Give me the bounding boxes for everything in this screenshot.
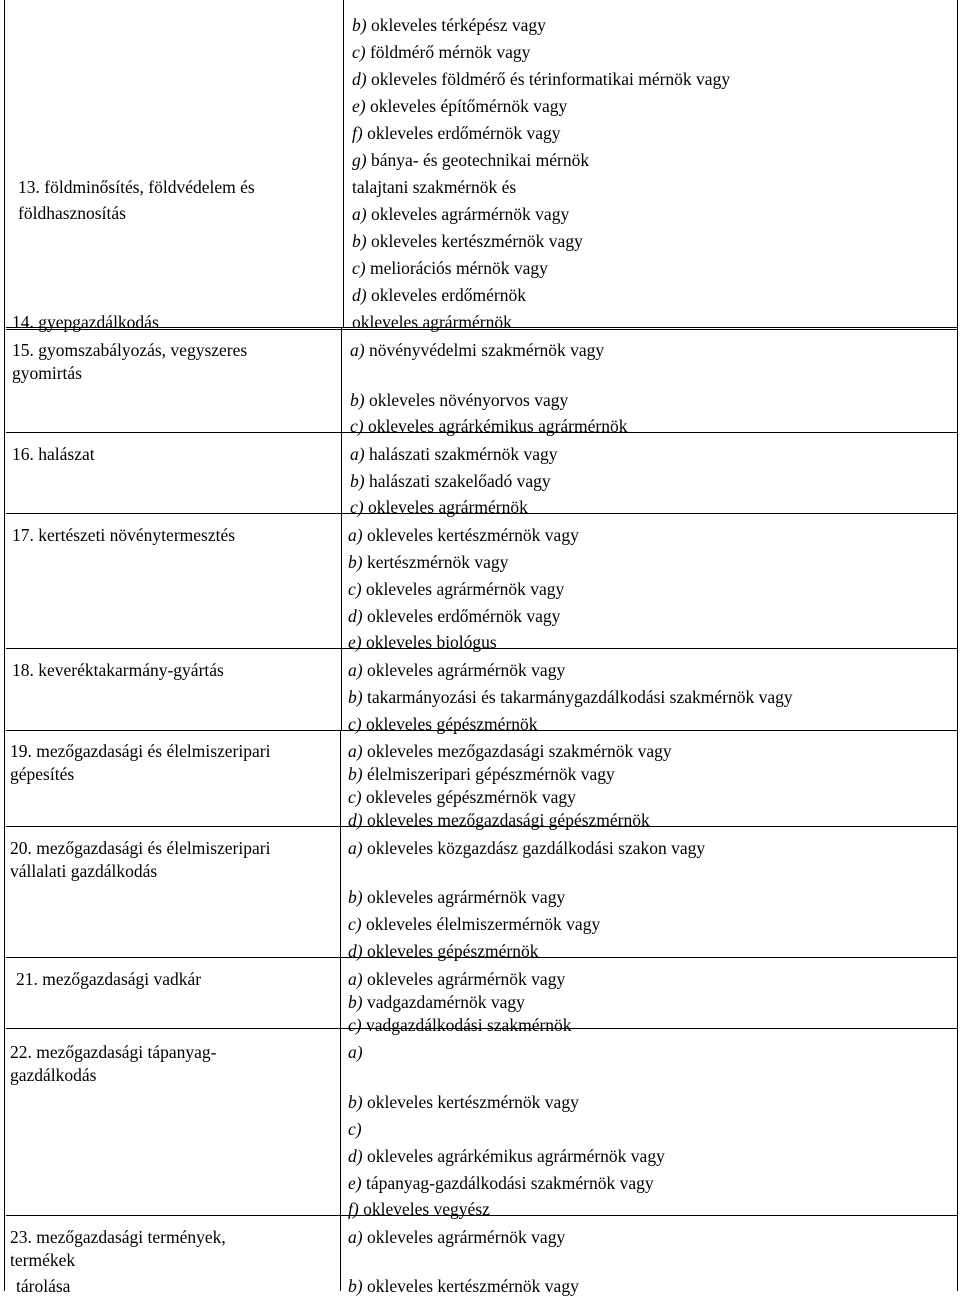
qualification-item bbox=[348, 632, 497, 652]
qualification-item bbox=[348, 887, 565, 907]
item-marker: b) bbox=[348, 687, 363, 707]
item-marker: d) bbox=[352, 69, 367, 89]
item-text: okleveles erdőmérnök vagy bbox=[367, 123, 561, 143]
item-text: okleveles növényorvos vagy bbox=[368, 390, 569, 410]
item-text: okleveles térképész vagy bbox=[370, 15, 546, 35]
qualification-item bbox=[348, 687, 793, 707]
item-text: élelmiszeripari gépészmérnök vagy bbox=[366, 764, 615, 784]
item-text: vadgazdamérnök vagy bbox=[366, 992, 525, 1012]
column-divider bbox=[343, 0, 344, 327]
qualification-item bbox=[352, 42, 530, 62]
item-marker: b) bbox=[352, 15, 367, 35]
item-marker: e) bbox=[352, 96, 366, 116]
row-topic-label: gépesítés bbox=[10, 764, 75, 784]
qualification-item bbox=[348, 1173, 654, 1193]
row-topic-label: 20. mezőgazdasági és élelmiszeripari bbox=[10, 838, 271, 858]
item-text: okleveles gépészmérnök vagy bbox=[365, 787, 576, 807]
qualification-item bbox=[348, 810, 650, 830]
item-marker: a) bbox=[350, 340, 365, 360]
row-topic-label: 22. mezőgazdasági tápanyag- bbox=[10, 1042, 217, 1062]
item-text: okleveles kertészmérnök vagy bbox=[366, 525, 579, 545]
item-text: okleveles vegyész bbox=[363, 1199, 490, 1219]
column-divider bbox=[341, 328, 342, 731]
item-marker: c) bbox=[348, 579, 362, 599]
qualification-item bbox=[348, 1015, 572, 1035]
row-topic-label: 17. kertészeti növénytermesztés bbox=[12, 525, 236, 545]
item-marker: a) bbox=[348, 660, 363, 680]
item-text: okleveles erdőmérnök vagy bbox=[366, 606, 561, 626]
item-marker: b) bbox=[348, 992, 363, 1012]
qualification-item bbox=[348, 1092, 579, 1112]
qualification-item bbox=[348, 838, 705, 858]
qualification-item bbox=[348, 1146, 665, 1166]
item-marker: b) bbox=[350, 390, 365, 410]
qualification-item bbox=[352, 285, 526, 305]
row-topic-label: 16. halászat bbox=[12, 444, 95, 464]
item-marker: b) bbox=[352, 231, 367, 251]
item-text: földmérő mérnök vagy bbox=[369, 42, 531, 62]
item-text: okleveles építőmérnök vagy bbox=[369, 96, 568, 116]
item-text: okleveles biológus bbox=[365, 632, 497, 652]
item-text: okleveles kertészmérnök vagy bbox=[366, 1092, 579, 1112]
item-marker: c) bbox=[348, 1119, 362, 1139]
item-marker: c) bbox=[352, 258, 366, 278]
item-text: okleveles kertészmérnök vagy bbox=[370, 231, 583, 251]
qualification-item bbox=[348, 787, 576, 807]
item-marker: b) bbox=[348, 764, 363, 784]
row-topic-label: 19. mezőgazdasági és élelmiszeripari bbox=[10, 741, 271, 761]
qualification-item bbox=[352, 69, 730, 89]
row-topic-label: 21. mezőgazdasági vadkár bbox=[16, 969, 202, 989]
item-text: vadgazdálkodási szakmérnök bbox=[365, 1015, 572, 1035]
qualification-item bbox=[352, 15, 546, 35]
row-topic-label: gyomirtás bbox=[12, 363, 82, 383]
item-marker: e) bbox=[348, 632, 362, 652]
qualification-item bbox=[352, 123, 560, 143]
item-marker: e) bbox=[348, 1173, 362, 1193]
row-topic-label: földhasznosítás bbox=[18, 203, 126, 223]
qualification-item bbox=[348, 941, 538, 961]
qualification-item bbox=[348, 741, 672, 761]
item-text: halászati szakmérnök vagy bbox=[368, 444, 558, 464]
qualification-item bbox=[352, 204, 569, 224]
item-text: okleveles gépészmérnök bbox=[365, 714, 538, 734]
item-text: tápanyag-gazdálkodási szakmérnök vagy bbox=[365, 1173, 654, 1193]
qualification-item bbox=[350, 340, 604, 360]
item-text: okleveles mezőgazdasági szakmérnök vagy bbox=[366, 741, 672, 761]
item-marker: d) bbox=[348, 941, 363, 961]
row-topic-label: 23. mezőgazdasági termények, bbox=[10, 1227, 226, 1247]
qualification-item bbox=[348, 992, 525, 1012]
item-text: okleveles agrárkémikus agrármérnök bbox=[367, 416, 628, 436]
column-divider bbox=[340, 731, 341, 1291]
qualification-item bbox=[348, 1199, 490, 1219]
item-marker: a) bbox=[348, 838, 363, 858]
row-topic-label: termékek bbox=[10, 1250, 76, 1270]
row-topic-label: 15. gyomszabályozás, vegyszeres bbox=[12, 340, 248, 360]
item-marker: a) bbox=[350, 444, 365, 464]
qualification-item bbox=[348, 660, 565, 680]
item-text: okleveles agrármérnök bbox=[352, 312, 512, 332]
item-marker: b) bbox=[348, 552, 363, 572]
qualification-item bbox=[350, 471, 551, 491]
item-marker: b) bbox=[350, 471, 365, 491]
table-left-border bbox=[4, 0, 5, 1291]
item-text: okleveles közgazdász gazdálkodási szakon vagy bbox=[366, 838, 706, 858]
item-text: bánya- és geotechnikai mérnök bbox=[370, 150, 590, 170]
qualification-item bbox=[348, 714, 538, 734]
qualification-item bbox=[352, 96, 567, 116]
qualification-item bbox=[352, 177, 516, 197]
item-marker: b) bbox=[348, 1276, 363, 1296]
row-topic-label: 18. keveréktakarmány-gyártás bbox=[12, 660, 224, 680]
item-marker: d) bbox=[352, 285, 367, 305]
qualification-item bbox=[350, 390, 568, 410]
item-marker: f) bbox=[348, 1199, 359, 1219]
qualification-item bbox=[352, 258, 548, 278]
qualification-item bbox=[348, 606, 560, 626]
item-marker: g) bbox=[352, 150, 367, 170]
item-marker: a) bbox=[348, 525, 363, 545]
item-text: okleveles kertészmérnök vagy bbox=[366, 1276, 579, 1296]
item-text: okleveles agrármérnök vagy bbox=[366, 660, 566, 680]
item-marker: d) bbox=[348, 810, 363, 830]
qualification-item bbox=[348, 1119, 362, 1139]
qualification-item bbox=[348, 764, 615, 784]
item-text: okleveles agrármérnök bbox=[367, 497, 528, 517]
item-marker: b) bbox=[348, 887, 363, 907]
item-text: okleveles agrármérnök vagy bbox=[366, 887, 566, 907]
item-text: takarmányozási és takarmánygazdálkodási szakmérnök vagy bbox=[366, 687, 793, 707]
table-right-border bbox=[957, 0, 958, 1291]
qualification-item bbox=[348, 579, 564, 599]
item-text: okleveles agrármérnök vagy bbox=[365, 579, 565, 599]
item-marker: c) bbox=[350, 497, 364, 517]
item-marker: d) bbox=[348, 1146, 363, 1166]
qualification-item bbox=[348, 969, 565, 989]
item-marker: a) bbox=[348, 1227, 363, 1247]
item-text: talajtani szakmérnök és bbox=[352, 177, 517, 197]
item-marker: a) bbox=[348, 969, 363, 989]
item-marker: a) bbox=[352, 204, 367, 224]
row-topic-label: vállalati gazdálkodás bbox=[10, 861, 158, 881]
qualification-item bbox=[350, 444, 558, 464]
qualification-item bbox=[352, 231, 583, 251]
item-text: okleveles élelmiszermérnök vagy bbox=[365, 914, 601, 934]
item-text: növényvédelmi szakmérnök vagy bbox=[368, 340, 605, 360]
item-text: okleveles agrármérnök vagy bbox=[370, 204, 570, 224]
qualification-item bbox=[350, 416, 627, 436]
item-marker: f) bbox=[352, 123, 363, 143]
item-text: okleveles mezőgazdasági gépészmérnök bbox=[366, 810, 650, 830]
item-text: okleveles agrármérnök vagy bbox=[366, 1227, 566, 1247]
item-marker: d) bbox=[348, 606, 363, 626]
row-topic-label: gazdálkodás bbox=[10, 1065, 97, 1085]
item-text: okleveles erdőmérnök bbox=[370, 285, 526, 305]
item-text: okleveles gépészmérnök bbox=[366, 941, 539, 961]
item-text: okleveles agrármérnök vagy bbox=[366, 969, 566, 989]
item-marker: c) bbox=[352, 42, 366, 62]
qualification-item bbox=[348, 552, 508, 572]
item-text: halászati szakelőadó vagy bbox=[368, 471, 551, 491]
qualification-item bbox=[348, 1276, 579, 1296]
item-text: okleveles agrárkémikus agrármérnök vagy bbox=[366, 1146, 665, 1166]
item-marker: a) bbox=[348, 741, 363, 761]
item-marker: c) bbox=[348, 714, 362, 734]
qualification-item bbox=[348, 1227, 565, 1247]
item-marker: c) bbox=[348, 914, 362, 934]
item-marker: c) bbox=[348, 787, 362, 807]
item-marker: a) bbox=[348, 1042, 363, 1062]
item-marker: c) bbox=[350, 416, 364, 436]
qualification-item bbox=[348, 525, 579, 545]
qualification-item bbox=[352, 312, 512, 332]
row-topic-label: 14. gyepgazdálkodás bbox=[12, 312, 159, 332]
item-marker: b) bbox=[348, 1092, 363, 1112]
item-text: okleveles földmérő és térinformatikai mérnök vagy bbox=[370, 69, 731, 89]
item-text: meliorációs mérnök vagy bbox=[369, 258, 548, 278]
qualification-item bbox=[348, 914, 600, 934]
item-text: kertészmérnök vagy bbox=[366, 552, 509, 572]
qualification-item bbox=[352, 150, 589, 170]
qualification-item bbox=[348, 1042, 363, 1062]
row-topic-label: 13. földminősítés, földvédelem és bbox=[18, 177, 255, 197]
row-topic-label: tárolása bbox=[16, 1276, 71, 1296]
item-marker: c) bbox=[348, 1015, 362, 1035]
qualification-item bbox=[350, 497, 528, 517]
